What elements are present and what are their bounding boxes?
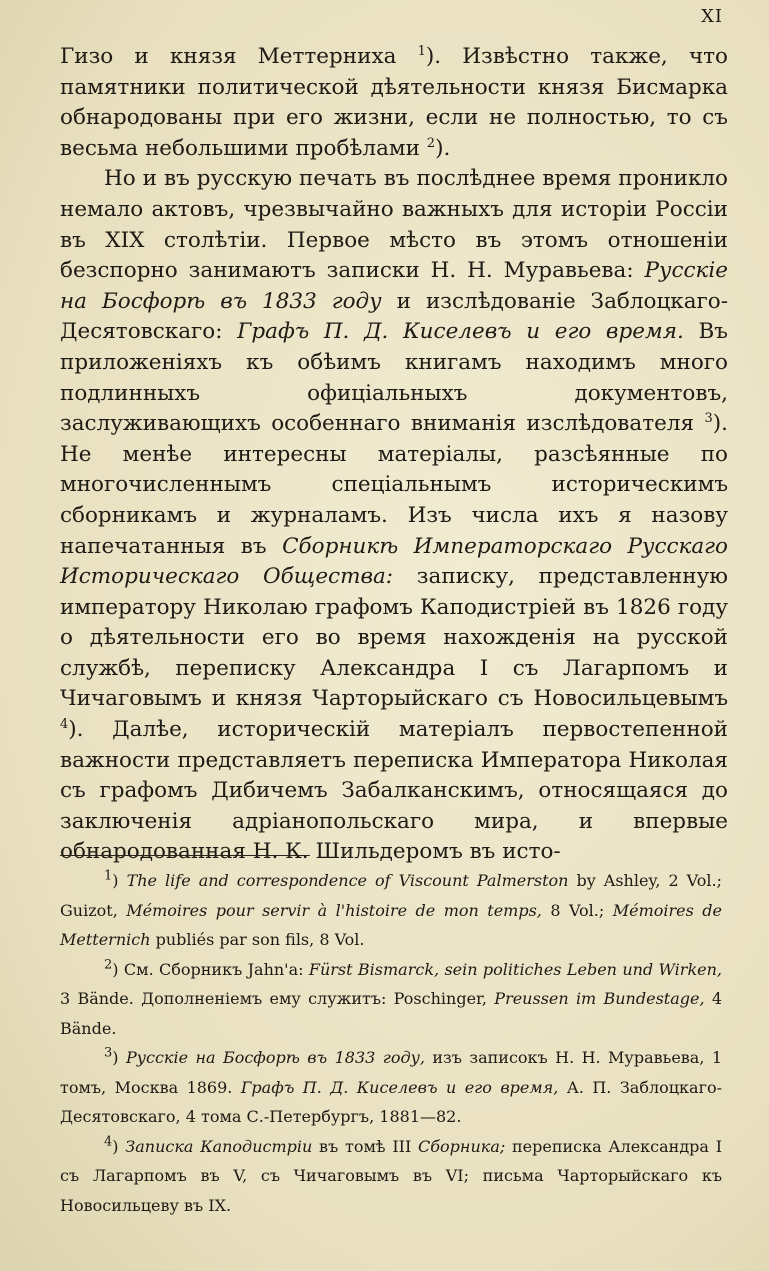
footnote-ref-1[interactable]: 1 bbox=[417, 43, 426, 59]
footnote-4: $^4$) Записка Каподистріи въ томѣ III Сборника; переписка Александра I съ Лагарпомъ въ V, съ Чичаговымъ въ VI; письма Чарторыйскаго къ Новосильцеву въ IX. bbox=[60, 1134, 723, 1215]
footnote-1: $^1$) The life and correspondence of Viscount Palmerston by Ashley, 2 Vol.; Guizot, Mémoires pour servir à l'histoire de mon temps, 8 Vol.; Mémoires de Metternich publiés par son fils, 8 Vol. bbox=[60, 868, 722, 949]
footnote-ref-4[interactable]: 4 bbox=[60, 716, 69, 732]
paragraph-2: Но и въ русскую печать въ послѣднее время проникло немало актовъ, чрезвычайно важныхъ для исторіи Россіи въ XIX столѣтіи. Первое мѣсто въ этомъ отношеніи безспорно занимаютъ записки Н. Н. Муравьева: Русскіе на Босфорѣ въ 1833 году и изслѣдованіе Заблоцкаго-Десятовскаго: Графъ П. Д. Киселевъ и его время. Въ приложеніяхъ къ обѣимъ книгамъ находимъ много подлинныхъ офиціальныхъ документовъ, заслуживающихъ особеннаго вниманія изслѣдователя $^3$). Не менѣе интересны матеріалы, разсѣянные по многочисленнымъ спеціальнымъ историческимъ сборникамъ и журналамъ. Изъ числа ихъ я назову напечатанныя въ Сборникѣ Императорскаго Русскаго Историческаго Общества: записку, представленную императору Николаю графомъ Каподистріей въ 1826 году о дѣятельности его во время нахожденія на русской службѣ, переписку Александра I съ Лагарпомъ и Чичаговымъ и князя Чарторыйскаго съ Новосильцевымъ $^4$). Далѣе, историческій матеріалъ первостепенной важности представляетъ переписка Императора Николая съ графомъ Дибичемъ Забалканскимъ, относящаяся до заключенія адріанопольскаго мира, и впервые обнародованная Н. К. Шильдеромъ въ исто- bbox=[60, 166, 728, 865]
paragraph-1: Гизо и князя Меттерниха $^1$). Извѣстно также, что памятники политической дѣятельности князя Бисмарка обнародованы при его жизни, если не полностью, то съ весьма небольшими пробѣлами $^2$). bbox=[60, 43, 729, 161]
book-title-russians-bosphorus: Русскіе на Босфорѣ въ 1833 году bbox=[60, 258, 728, 314]
book-title-count-kiselev: Графъ П. Д. Киселевъ и его время. bbox=[237, 319, 684, 345]
main-text bbox=[60, 42, 728, 868]
footnotes bbox=[60, 866, 722, 1220]
footnote-divider bbox=[60, 855, 310, 856]
footnote-ref-2[interactable]: 2 bbox=[426, 135, 436, 151]
footnote-2: $^2$) См. Сборникъ Jahn'a: Fürst Bismarck, sein politiches Leben und Wirken, 3 Bände. Дополненіемъ ему служитъ: Poschinger, Preussen im Bundestage, 4 Bände. bbox=[60, 957, 723, 1038]
collection-title-sbornik: Сборникѣ Императорскаго Русскаго Историческаго Общества: bbox=[60, 533, 728, 590]
page-number: XI bbox=[701, 6, 723, 27]
footnote-ref-3[interactable]: 3 bbox=[704, 410, 713, 426]
footnote-3: $^3$) Русскіе на Босфорѣ въ 1833 году, изъ записокъ Н. Н. Муравьева, 1 томъ, Москва 1869. Графъ П. Д. Киселевъ и его время, А. П. Заблоцкаго-Десятовскаго, 4 тома С.-Петербургъ, 1881—82. bbox=[60, 1045, 723, 1126]
